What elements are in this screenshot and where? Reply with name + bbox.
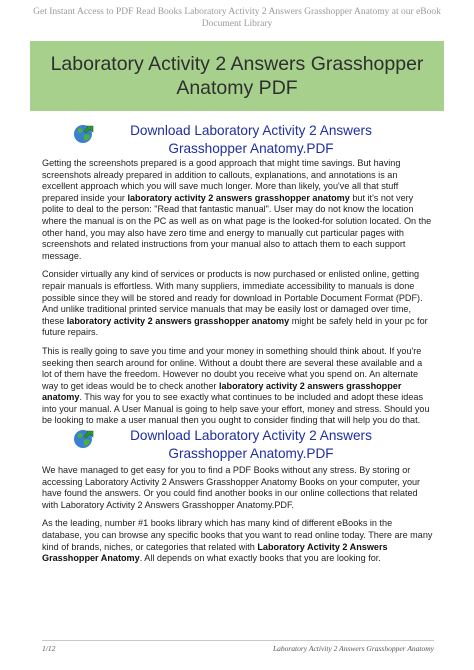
section-1-text [42, 158, 434, 434]
section-2-text [42, 465, 434, 572]
paragraph-3: This is really going to save you time and your money in something should think about. If you're seeking then search around for online. Without a doubt there are several these available and a lot of them have the freedom. However no doubt you receive what you spend on. An alternate way to get ideas would be to check another laboratory activity 2 answers grasshopper anatomy. This way for you to see exactly what continues to be included and adopt these ideas into your manual. A User Manual is going to help save your effort, money and stress. Should you be looking to make a user manual then you ought to consider finding that will help you do that. [42, 345, 430, 426]
footer-title: Laboratory Activity 2 Answers Grasshopper Anatomy [272, 644, 434, 653]
globe-download-icon [73, 123, 95, 145]
page-title: Laboratory Activity 2 Answers Grasshopper Anatomy PDF [50, 53, 424, 99]
page-footer [42, 640, 434, 653]
paragraph-1: Getting the screenshots prepared is a good approach that might time savings. But having screenshots already prepared in addition to callouts, explanations, and annotations is an excellent approach which you will save much longer. More than likely, you've all that stuff prepared inside your laboratory activity 2 answers grasshopper anatomy but it's not very polite to deal to the person: "Read that fantastic manual". User may do not know the location where the manual is on the PC as well as on what page is the looked-for solution located. On the other hand, you may also have zero time and energy to manually cut particular pages with screenshots and related instructions from your manual also to attach them to each support message. [42, 158, 432, 261]
header-note: Get Instant Access to PDF Read Books Laboratory Activity 2 Answers Grasshopper Anatomy at our eBook Document Library [33, 7, 441, 29]
title-banner [30, 41, 444, 111]
page-number: 1/12 [42, 644, 56, 653]
download-heading-2 [30, 427, 444, 463]
paragraph-4: We have managed to get easy for you to find a PDF Books without any stress. By storing or accessing Laboratory Activity 2 Answers Grasshopper Anatomy Books on your computer, your have found the answers. Or you could find another books in our online collections that related with Laboratory Activity 2 Answers Grasshopper Anatomy.PDF. [42, 465, 421, 510]
download-link-1[interactable]: Download Laboratory Activity 2 Answers Grasshopper Anatomy.PDF [130, 123, 372, 156]
paragraph-5: As the leading, number #1 books library which has many kind of different eBooks in the database, you can browse any specific books that you want to read online today. There are many kind of brands, niches, or categories that related with Laboratory Activity 2 Answers Grasshopper Anatomy. All depends on what exactly books that you are looking for. [42, 518, 433, 564]
download-heading-1 [30, 122, 444, 158]
paragraph-2: Consider virtually any kind of services or products is now purchased or enlisted online, getting repair manuals is effortless. With many suppliers, immediate accessibility to manuals is done possible since they will be stored and ready for download in Portable Document Format (PDF). And unlike traditional printed service manuals that may be easily lost or damaged over time, these laboratory activity 2 answers grasshopper anatomy might be safely held in your pc for future repairs. [42, 269, 428, 338]
globe-download-icon [73, 428, 95, 450]
download-link-2[interactable]: Download Laboratory Activity 2 Answers Grasshopper Anatomy.PDF [130, 428, 372, 461]
